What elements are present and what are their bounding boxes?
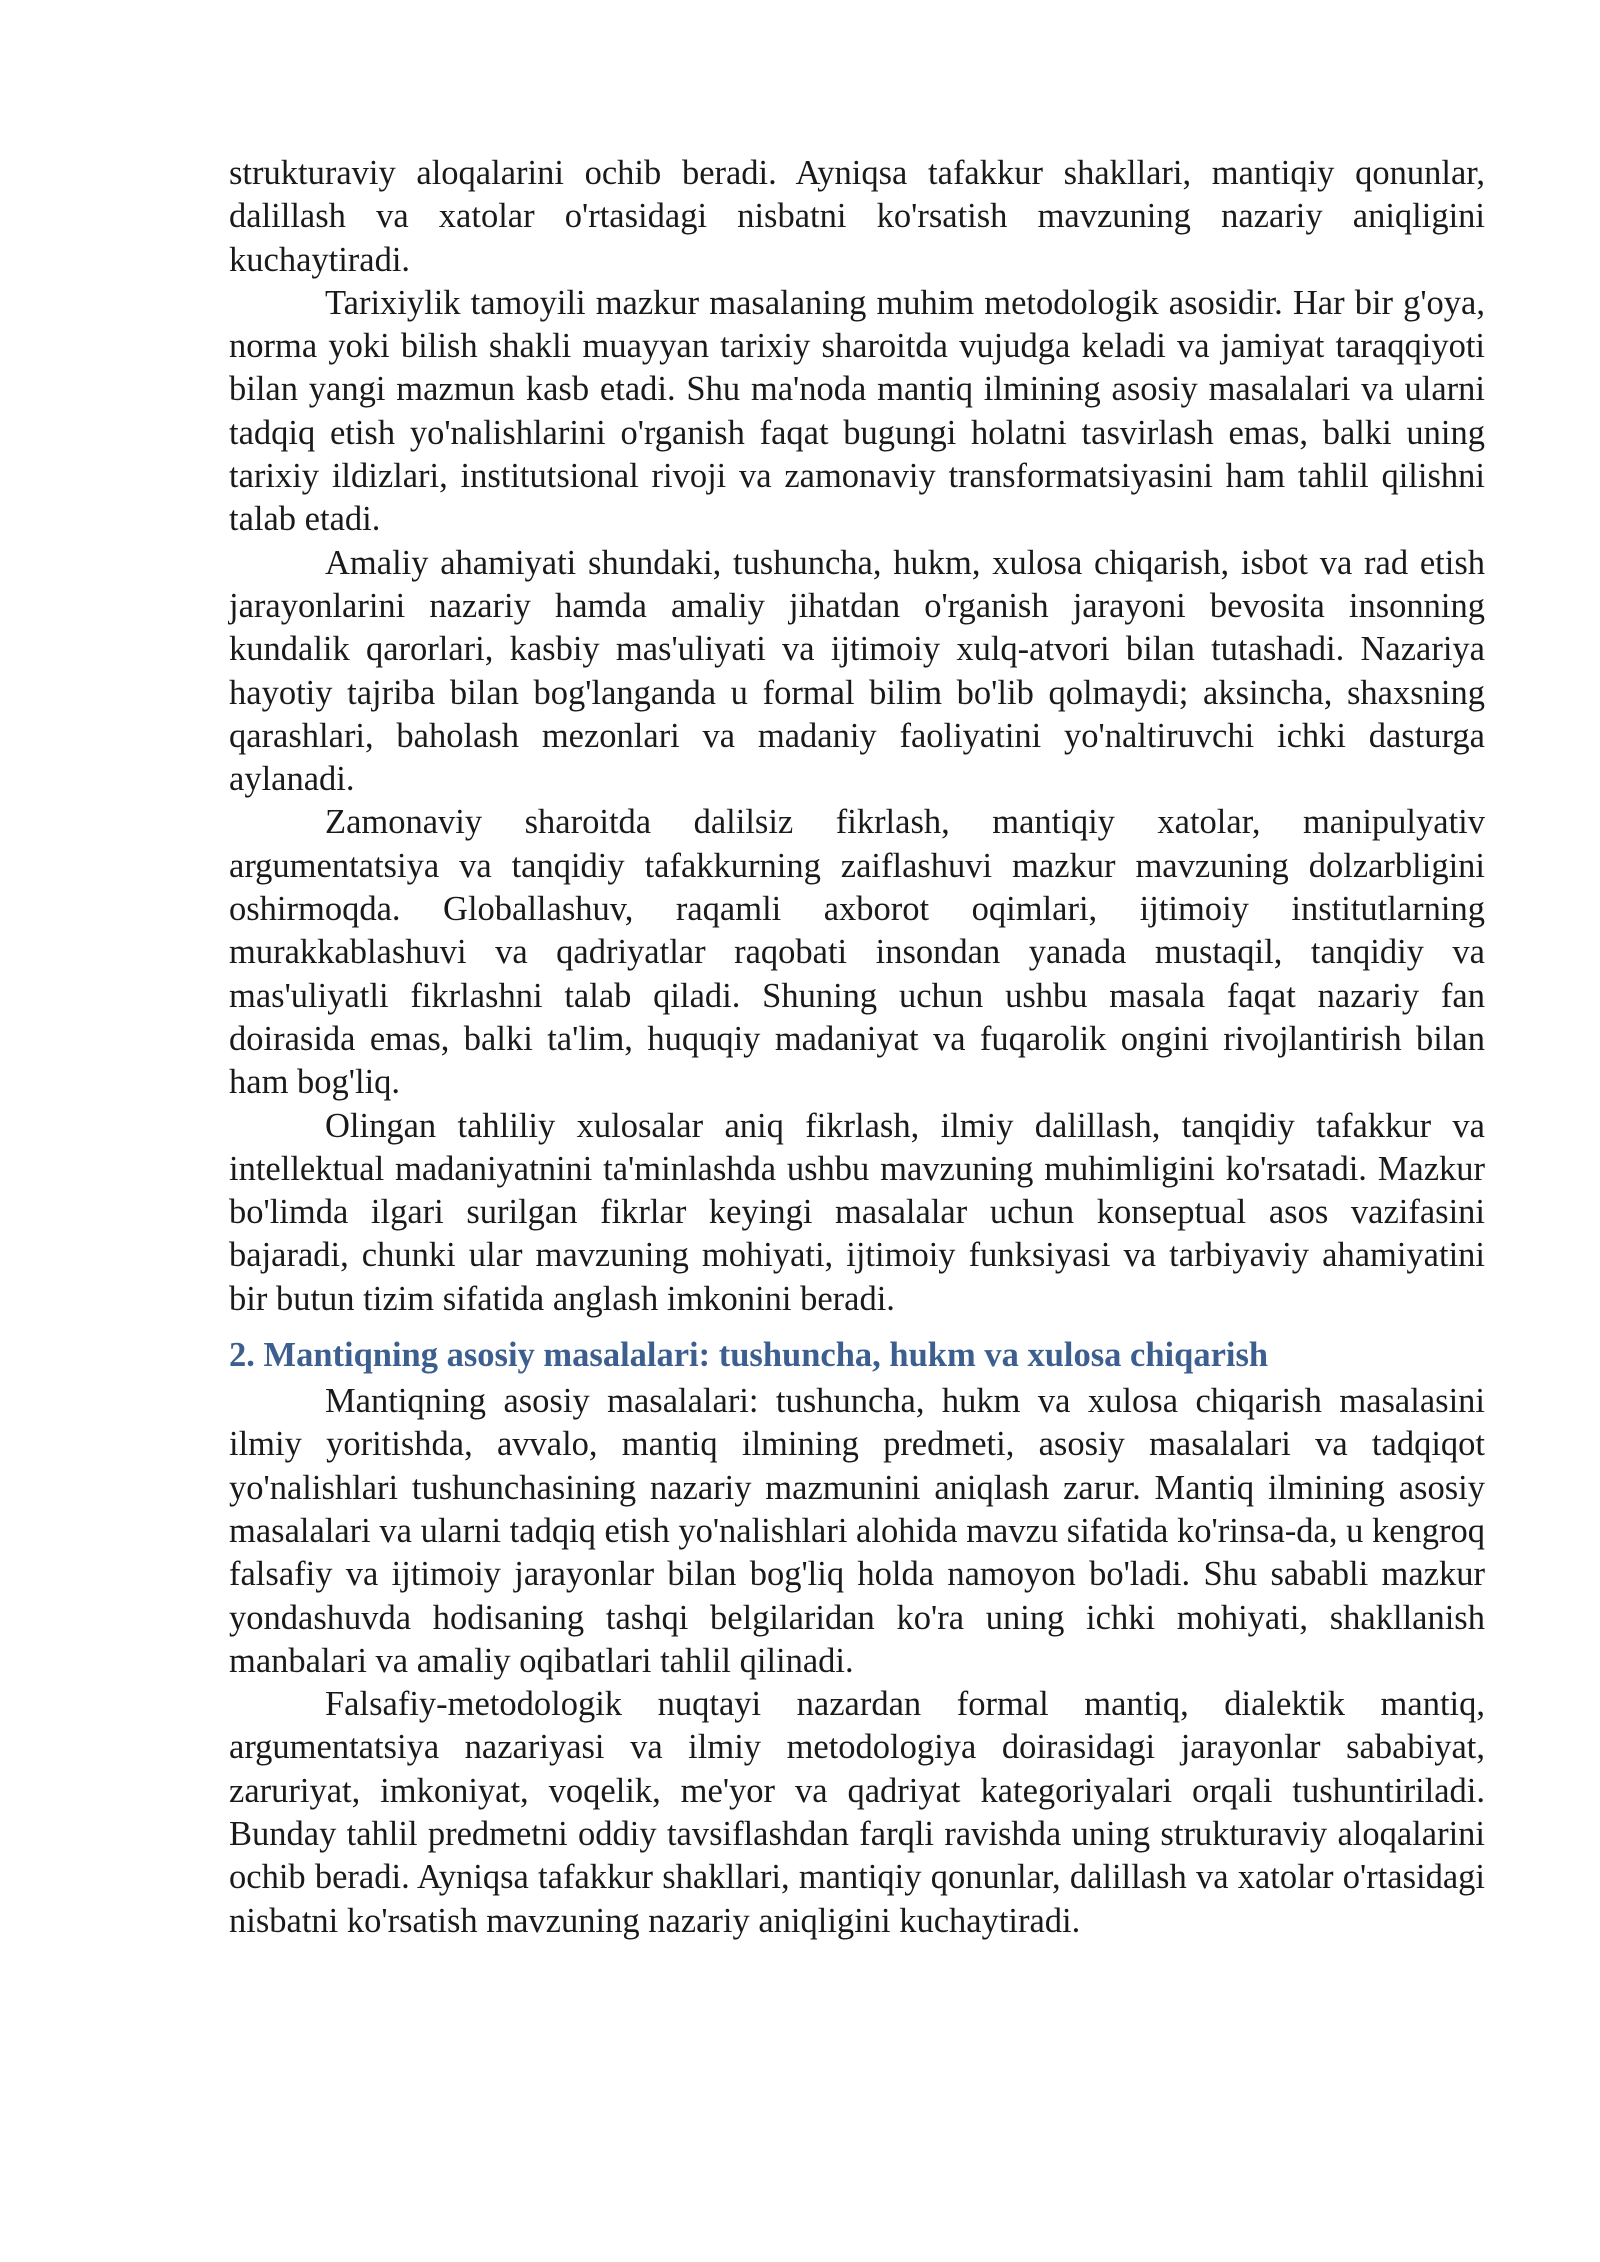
- paragraph-philosophical-methodological: Falsafiy-metodologik nuqtayi nazardan formal mantiq, dialektik mantiq, argumentatsiya nazariyasi va ilmiy metodologiya doirasidagi jarayonlar sababiyat, zaruriyat, imkoniyat, voqelik, me'yor va qadriyat kategoriyalari orqali tushuntiriladi. Bunday tahlil predmetni oddiy tavsiflashdan farqli ravishda uning strukturaviy aloqalarini ochib beradi. Ayniqsa tafakkur shakllari, mantiqiy qonunlar, dalillash va xatolar o'rtasidagi nisbatni ko'rsatish mavzuning nazariy aniqligini kuchaytiradi.: [229, 1685, 1485, 1940]
- paragraph-modern-relevance: Zamonaviy sharoitda dalilsiz fikrlash, mantiqiy xatolar, manipulyativ argumentatsiya va tanqidiy tafakkurning zaiflashuvi mazkur mavzuning dolzarbligini oshirmoqda. Globallashuv, raqamli axborot oqimlari, ijtimoiy institutlarning murakkablashuvi va qadriyatlar raqobati insondan yanada mustaqil, tanqidiy va mas'uliyatli fikrlashni talab qiladi. Shuning uchun ushbu masala faqat nazariy fan doirasida emas, balki ta'lim, huquqiy madaniyat va fuqarolik ongini rivojlantirish bilan ham bog'liq.: [229, 803, 1485, 1102]
- paragraph-section-intro: Mantiqning asosiy masalalari: tushuncha, hukm va xulosa chiqarish masalasini ilmiy yoritishda, avvalo, mantiq ilmining predmeti, asosiy masalalari va tadqiqot yo'nalishlari tushunchasining nazariy mazmunini aniqlash zarur. Mantiq ilmining asosiy masalalari va ularni tadqiq etish yo'nalishlari alohida mavzu sifatida ko'rinsa-da, u kengroq falsafiy va ijtimoiy jarayonlar bilan bog'liq holda namoyon bo'ladi. Shu sababli mazkur yondashuvda hodisaning tashqi belgilaridan ko'ra uning ichki mohiyati, shakllanish manbalari va amaliy oqibatlari tahlil qilinadi.: [229, 1382, 1485, 1680]
- paragraph-continuation: strukturaviy aloqalarini ochib beradi. Ayniqsa tafakkur shakllari, mantiqiy qonunlar, dalillash va xatolar o'rtasidagi nisbatni ko'rsatish mavzuning nazariy aniqligini kuchaytiradi.: [229, 154, 1485, 279]
- paragraph-historicity: Tarixiylik tamoyili mazkur masalaning muhim metodologik asosidir. Har bir g'oya, norma yoki bilish shakli muayyan tarixiy sharoitda vujudga keladi va jamiyat taraqqiyoti bilan yangi mazmun kasb etadi. Shu ma'noda mantiq ilmining asosiy masalalari va ularni tadqiq etish yo'nalishlarini o'rganish faqat bugungi holatni tasvirlash emas, balki uning tarixiy ildizlari, institutsional rivoji va zamonaviy transformatsiyasini ham tahlil qilishni talab etadi.: [229, 283, 1485, 539]
- paragraph-practical-significance: Amaliy ahamiyati shundaki, tushuncha, hukm, xulosa chiqarish, isbot va rad etish jarayonlarini nazariy hamda amaliy jihatdan o'rganish jarayoni bevosita insonning kundalik qarorlari, kasbiy mas'uliyati va ijtimoiy xulq-atvori bilan tutashadi. Nazariya hayotiy tajriba bilan bog'langanda u formal bilim bo'lib qolmaydi; aksincha, shaxsning qarashlari, baholash mezonlari va madaniy faoliyatini yo'naltiruvchi ichki dasturga aylanadi.: [229, 543, 1485, 799]
- section-heading: 2. Mantiqning asosiy masalalari: tushuncha, hukm va xulosa chiqarish: [229, 1336, 1269, 1375]
- paragraph-conclusions: Olingan tahliliy xulosalar aniq fikrlash, ilmiy dalillash, tanqidiy tafakkur va intellektual madaniyatnini ta'minlashda ushbu mavzuning muhimligini ko'rsatadi. Mazkur bo'limda ilgari surilgan fikrlar keyingi masalalar uchun konseptual asos vazifasini bajaradi, chunki ular mavzuning mohiyati, ijtimoiy funksiyasi va tarbiyaviy ahamiyatini bir butun tizim sifatida anglash imkonini beradi.: [229, 1106, 1485, 1318]
- document-body: [229, 152, 1485, 1943]
